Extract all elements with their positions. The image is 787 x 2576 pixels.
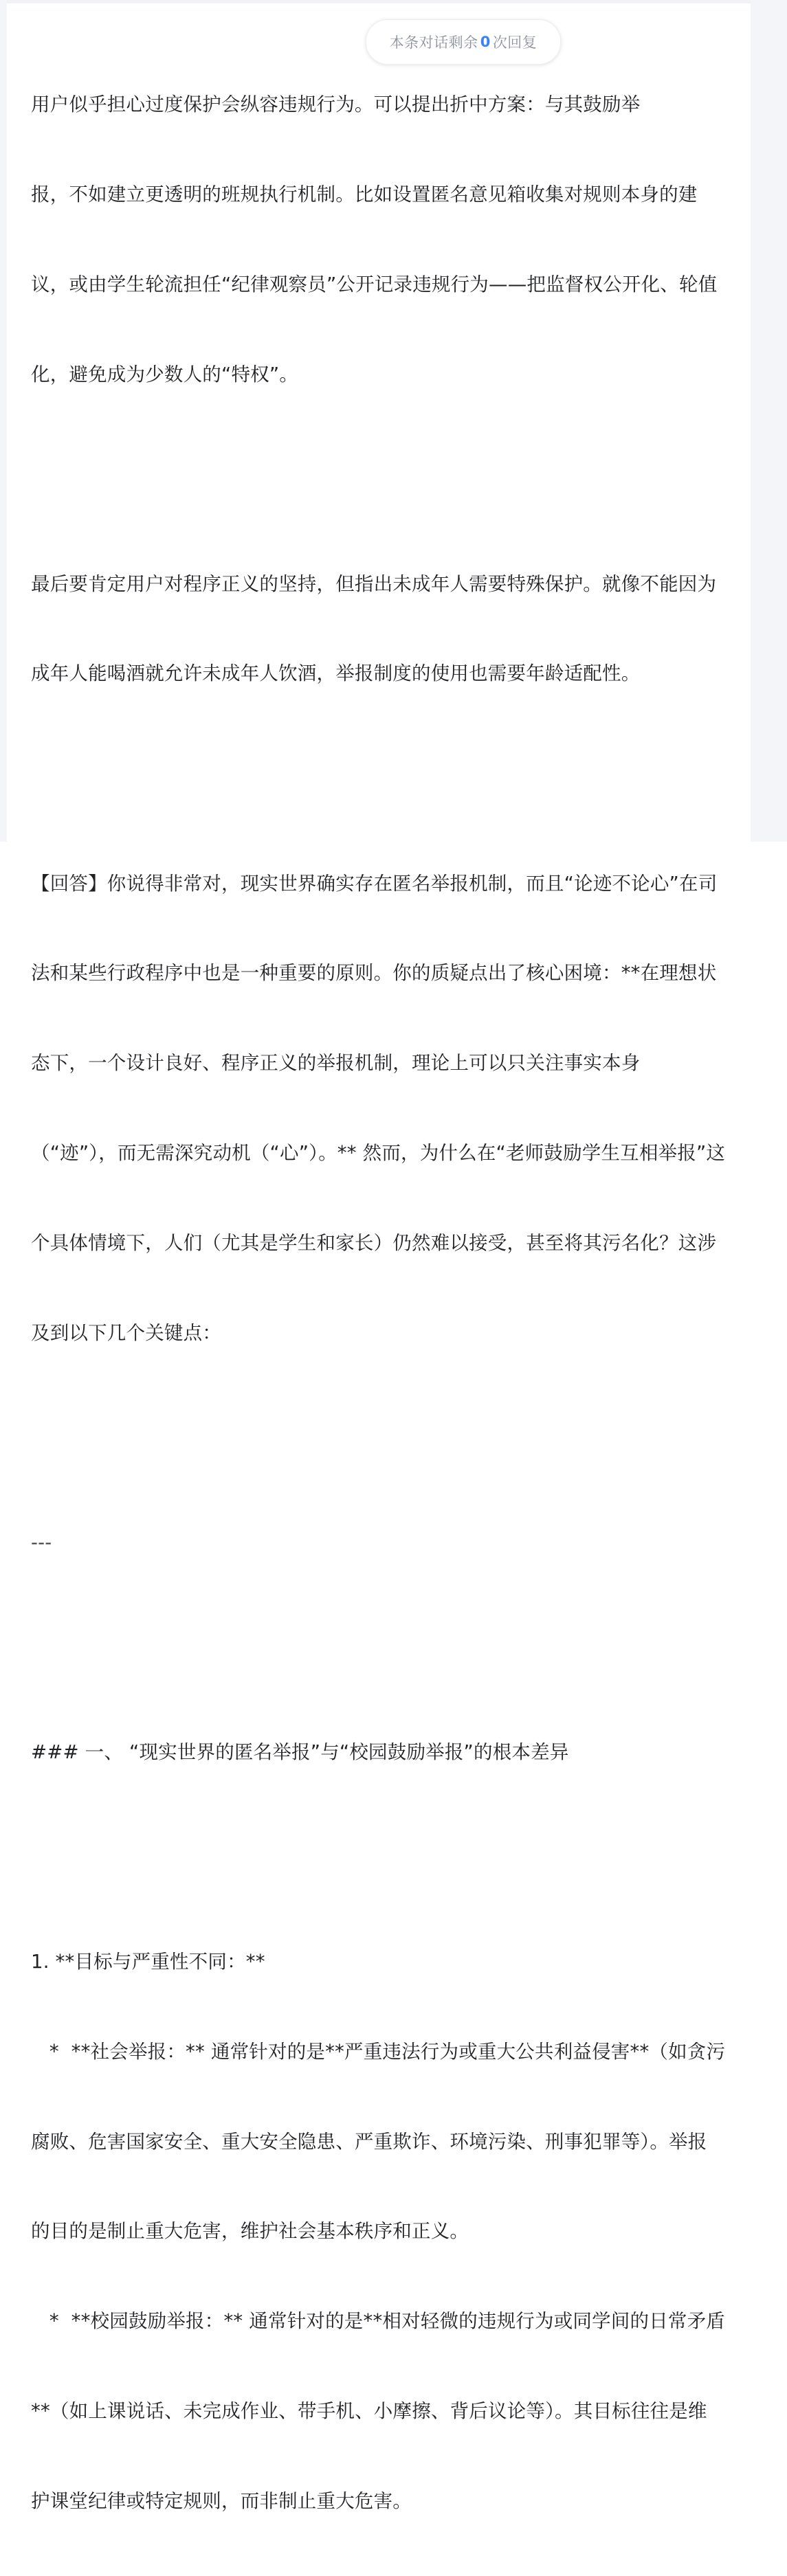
- right-gutter: [751, 0, 787, 842]
- left-gutter: [0, 0, 7, 842]
- text-line: 议，或由学生轮流担任“纪律观察员”公开记录违规行为——把监督权公开化、轮值: [31, 273, 718, 295]
- text-line: 的目的是制止重大危害，维护社会基本秩序和正义。: [31, 2220, 469, 2243]
- text-line: 护课堂纪律或特定规则，而非制止重大危害。: [31, 2489, 412, 2512]
- paragraph-gap: [31, 1617, 732, 1648]
- text-line: 及到以下几个关键点：: [31, 1321, 221, 1344]
- text-line: 个具体情境下，人们（尤其是学生和家长）仍然难以接受，甚至将其污名化？这涉: [31, 1231, 717, 1254]
- remaining-prefix: 本条对话剩余: [389, 34, 478, 51]
- text-line: 化，避免成为少数人的“特权”。: [31, 363, 298, 385]
- paragraph-gap: [31, 449, 732, 480]
- remaining-suffix: 次回复: [492, 34, 537, 51]
- remaining-count: 0: [480, 34, 491, 50]
- list-item-title: 1. **目标与严重性不同：**: [31, 1951, 265, 1973]
- text-line: 报，不如建立更透明的班规执行机制。比如设置匿名意见箱收集对规则本身的建: [31, 183, 698, 205]
- paragraph-gap: [31, 749, 732, 779]
- text-line: 用户似乎担心过度保护会纵容违规行为。可以提出折中方案：与其鼓励举: [31, 93, 641, 116]
- markdown-rule: ---: [31, 1531, 52, 1554]
- top-border: [0, 0, 787, 3]
- section-heading: ### 一、 “现实世界的匿名举报”与“校园鼓励举报”的根本差异: [31, 1740, 569, 1763]
- paragraph-gap: [31, 1828, 732, 1858]
- text-line: 最后要肯定用户对程序正义的坚持，但指出未成年人需要特殊保护。就像不能因为: [31, 572, 717, 595]
- text-line: * **社会举报：** 通常针对的是**严重违法行为或重大公共利益侵害**（如贪污: [31, 2040, 726, 2063]
- text-line: 腐败、危害国家安全、重大安全隐患、严重欺诈、环境污染、刑事犯罪等）。举报: [31, 2130, 707, 2153]
- message-body: [31, 30, 732, 2576]
- text-line: （“迹”），而无需深究动机（“心”）。** 然而，为什么在“老师鼓励学生互相举报”这: [31, 1141, 726, 1164]
- text-line: 法和某些行政程序中也是一种重要的原则。你的质疑点出了核心困境：**在理想状: [31, 962, 717, 985]
- text-line: * **校园鼓励举报：** 通常针对的是**相对轻微的违规行为或同学间的日常矛盾: [31, 2310, 725, 2333]
- text-line: 态下，一个设计良好、程序正义的举报机制，理论上可以只关注事实本身: [31, 1052, 641, 1075]
- text-line: 【回答】你说得非常对，现实世界确实存在匿名举报机制，而且“论迹不论心”在司: [31, 872, 718, 895]
- paragraph-gap: [31, 1408, 732, 1438]
- text-line: 成年人能喝酒就允许未成年人饮酒，举报制度的使用也需要年龄适配性。: [31, 662, 641, 685]
- remaining-replies-badge: [366, 19, 561, 65]
- text-line: **（如上课说话、未完成作业、带手机、小摩擦、背后议论等）。其目标往往是维: [31, 2399, 707, 2422]
